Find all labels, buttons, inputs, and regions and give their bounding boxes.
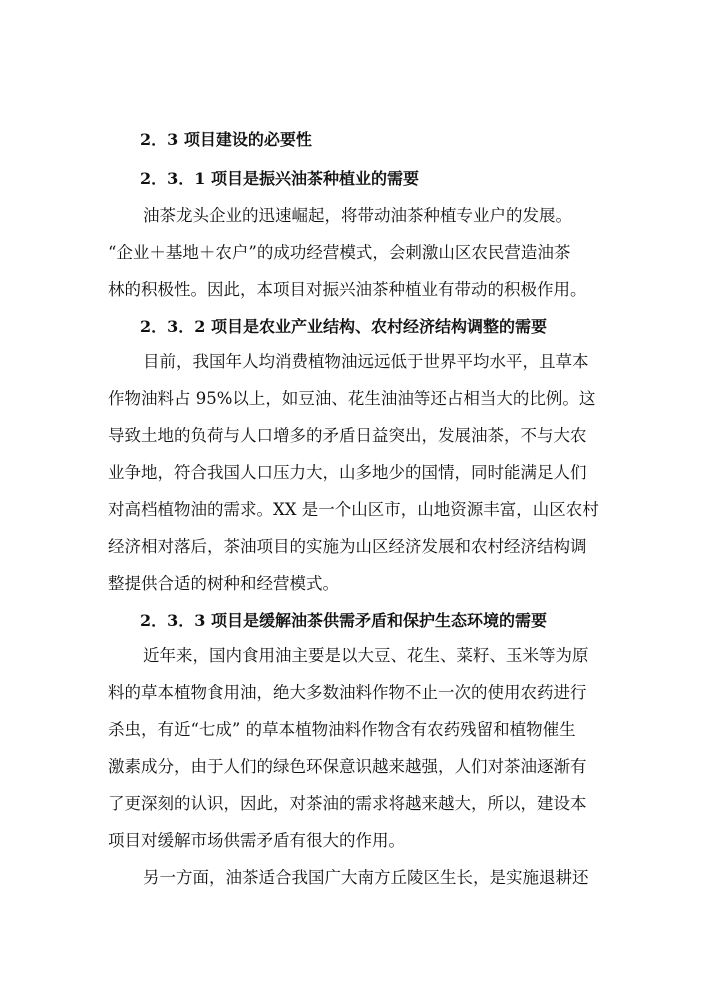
- paragraph-line: 业争地，符合我国人口压力大，山多地少的国情，同时能满足人们: [108, 463, 587, 482]
- paragraph-line: 激素成分，由于人们的绿色环保意识越来越强，人们对茶油逐渐有: [108, 757, 587, 776]
- subsection-heading-2-3-2: 2．3．2 项目是农业产业结构、农村经济结构调整的需要: [140, 317, 547, 336]
- paragraph-line: “企业＋基地＋农户”的成功经营模式，会刺激山区农民营造油茶: [108, 243, 571, 262]
- paragraph-line: 另一方面，油茶适合我国广大南方丘陵区生长，是实施退耕还: [143, 868, 589, 887]
- paragraph-line: 对高档植物油的需求。XX 是一个山区市，山地资源丰富，山区农村: [108, 500, 599, 519]
- paragraph-line: 作物油料占 95%以上，如豆油、花生油油等还占相当大的比例。这: [108, 389, 596, 408]
- paragraph-line: 油茶龙头企业的迅速崛起，将带动油茶种植专业户的发展。: [143, 206, 572, 225]
- paragraph-line: 林的积极性。因此，本项目对振兴油茶种植业有带动的积极作用。: [108, 280, 587, 299]
- section-heading: 2．3 项目建设的必要性: [140, 130, 312, 149]
- paragraph-line: 项目对缓解市场供需矛盾有很大的作用。: [108, 831, 405, 850]
- paragraph-line: 导致土地的负荷与人口增多的矛盾日益突出，发展油茶，不与大农: [108, 426, 587, 445]
- paragraph-line: 料的草本植物食用油，绝大多数油料作物不止一次的使用农药进行: [108, 683, 587, 702]
- paragraph-line: 整提供合适的树种和经营模式。: [108, 574, 339, 593]
- paragraph-line: 了更深刻的认识，因此，对茶油的需求将越来越大，所以，建设本: [108, 794, 587, 813]
- paragraph-line: 杀虫，有近“七成” 的草本植物油料作物含有农药残留和植物催生: [108, 720, 576, 739]
- paragraph-line: 经济相对落后，茶油项目的实施为山区经济发展和农村经济结构调: [108, 537, 587, 556]
- paragraph-line: 目前，我国年人均消费植物油远远低于世界平均水平，且草本: [143, 352, 589, 371]
- subsection-heading-2-3-1: 2．3．1 项目是振兴油茶种植业的需要: [140, 169, 419, 188]
- subsection-heading-2-3-3: 2．3．3 项目是缓解油茶供需矛盾和保护生态环境的需要: [140, 611, 547, 630]
- paragraph-line: 近年来，国内食用油主要是以大豆、花生、菜籽、玉米等为原: [143, 646, 589, 665]
